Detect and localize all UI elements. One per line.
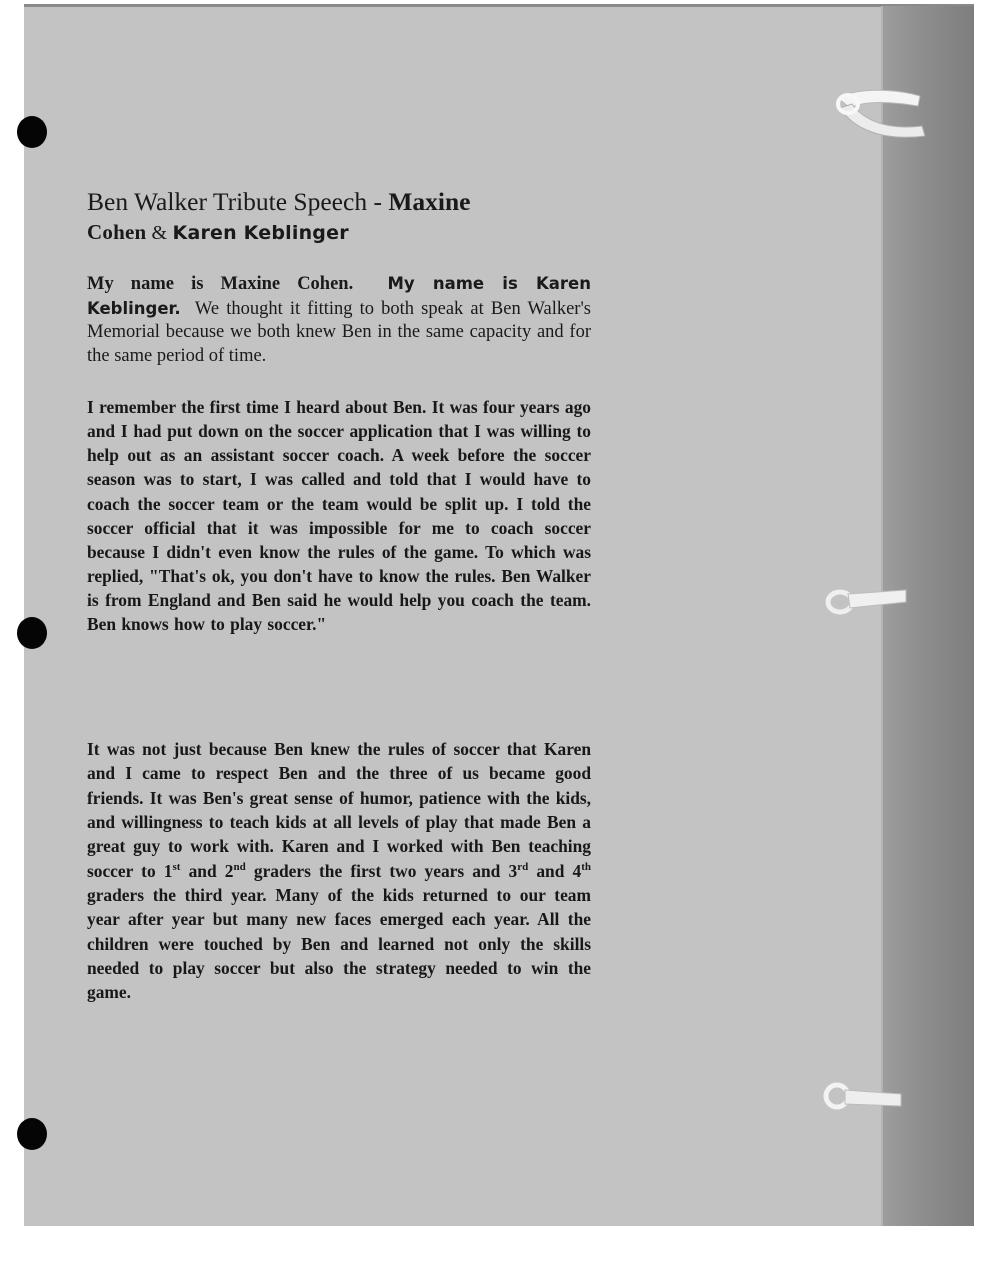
sheet-top-edge bbox=[24, 4, 974, 7]
intro-name-maxine: My name is Maxine Cohen. bbox=[87, 274, 354, 294]
punch-hole-middle bbox=[17, 617, 47, 649]
speech-title bbox=[87, 186, 591, 217]
speech-subtitle bbox=[87, 220, 349, 245]
ordinal-1-suffix: st bbox=[172, 860, 181, 873]
binder-tie-bottom-icon bbox=[815, 1078, 905, 1118]
punch-hole-bottom bbox=[17, 1118, 47, 1150]
intro-name-karen: My name is Karen Keblinger. bbox=[87, 274, 591, 318]
ordinal-2: 2 bbox=[224, 860, 234, 881]
ordinal-2-suffix: nd bbox=[233, 860, 246, 873]
subtitle-first: Cohen bbox=[87, 220, 147, 244]
ordinal-3: 3 bbox=[508, 860, 518, 881]
friendship-part2: graders the first two years and bbox=[245, 860, 509, 881]
friendship-and1: and bbox=[180, 860, 225, 881]
ordinal-4-suffix: th bbox=[581, 860, 591, 873]
friendship-and2: and bbox=[528, 860, 573, 881]
friendship-part1: It was not just because Ben knew the rules of soccer that Karen and I came to respect Ben and the three of us became good friends. It was Ben's great sense of humor, patience with the kids, and willingness to teach kids at all levels of play that made Ben a great guy to work with. Karen and I worked with Ben teaching soccer to bbox=[87, 739, 591, 881]
intro-rest: We thought it fitting to both speak at Ben Walker's Memorial because we both knew Ben in the same capacity and for the same period of time. bbox=[87, 298, 591, 366]
title-regular: Ben Walker Tribute Speech - bbox=[87, 187, 389, 216]
punch-hole-top bbox=[17, 116, 47, 148]
paragraph-introduction bbox=[87, 272, 591, 368]
binder-tie-top-icon bbox=[830, 86, 930, 156]
ordinal-4: 4 bbox=[572, 860, 582, 881]
ordinal-3-suffix: rd bbox=[517, 860, 529, 873]
paragraph-friendship bbox=[87, 737, 591, 1005]
paragraph-first-time: I remember the first time I heard about Ben. It was four years ago and I had put down on the soccer application that I was willing to help out as an assistant soccer coach. A week before the soccer season was to start, I was called and told that I would have to coach the soccer team or the team would be split up. I told the soccer official that it was impossible for me to coach soccer because I didn't even know the rules of the game. To which was replied, "That's ok, you don't have to know the rules. Ben Walker is from England and Ben said he would help you coach the team. Ben knows how to play soccer." bbox=[87, 397, 591, 635]
title-bold: Maxine bbox=[388, 187, 471, 216]
friendship-part3: graders the third year. Many of the kids returned to our team year after year but many new faces emerged each year. All the children were touched by Ben and learned not only the skills needed to play soccer but also the strategy needed to win the game. bbox=[87, 885, 591, 1003]
subtitle-amp: & bbox=[146, 222, 173, 244]
binder-tie-middle-icon bbox=[820, 584, 910, 620]
subtitle-second: Karen Keblinger bbox=[172, 222, 349, 244]
ordinal-1: 1 bbox=[163, 860, 173, 881]
